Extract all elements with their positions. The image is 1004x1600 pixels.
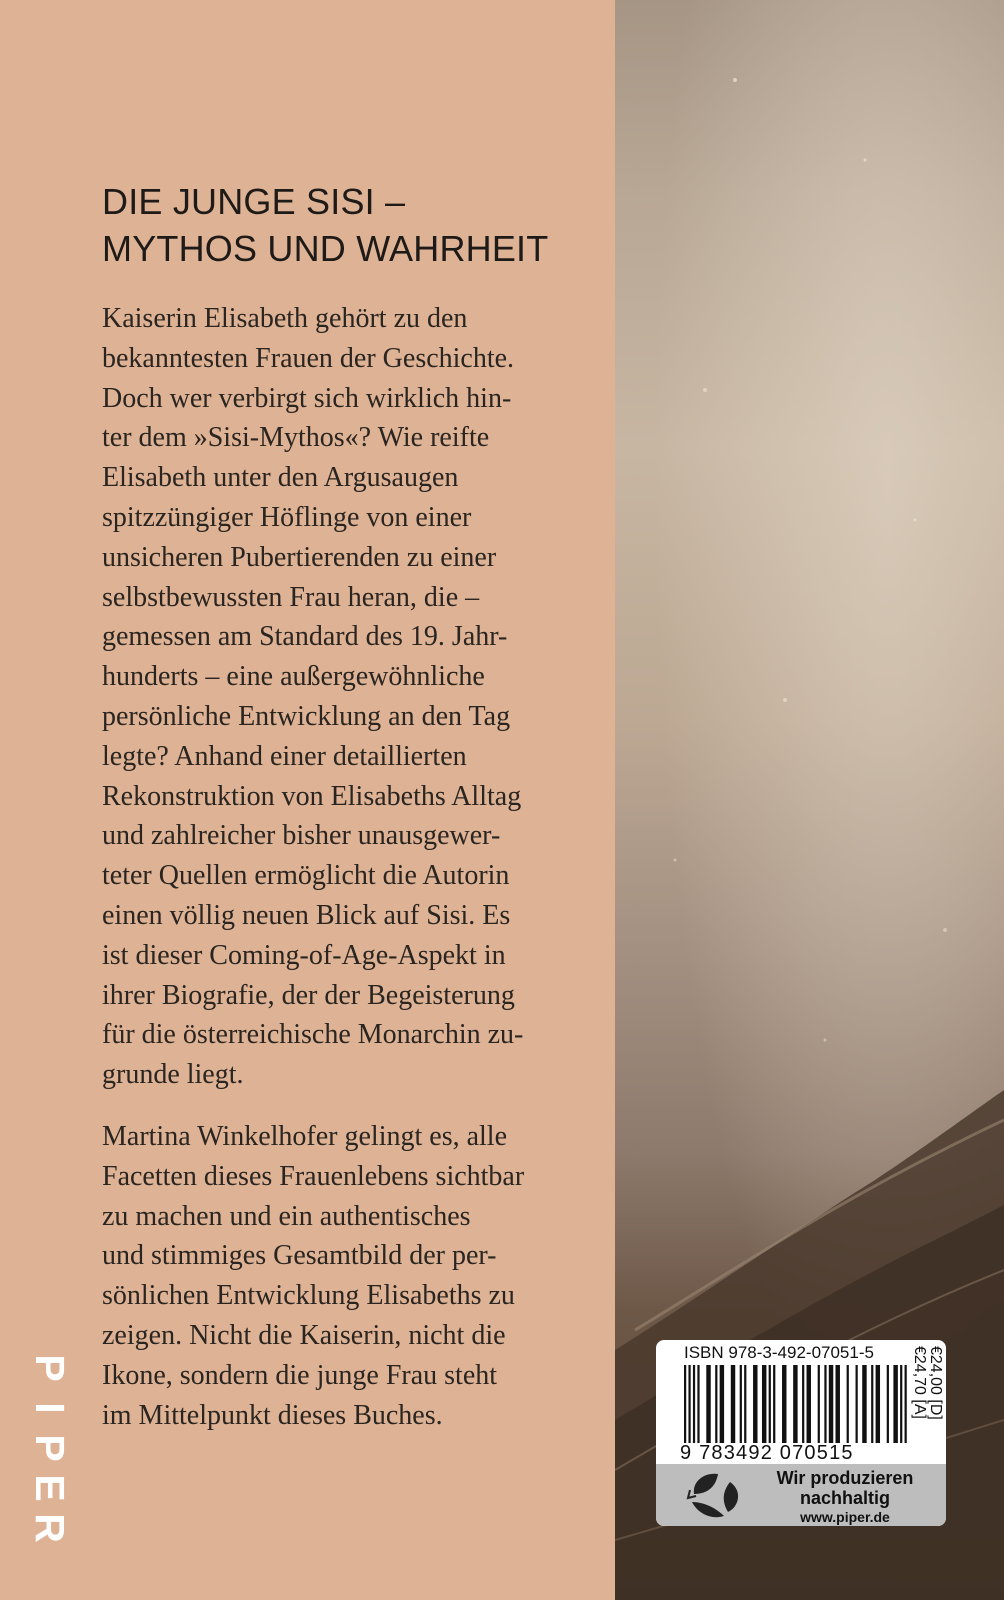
barcode-bar [824, 1365, 826, 1443]
blurb-paragraph-2 [102, 1117, 602, 1435]
blurb-line: für die österreichische Monarchin zu- [102, 1019, 524, 1051]
barcode-bar [762, 1365, 766, 1443]
publisher-letter: P [27, 1354, 73, 1382]
barcode-bar [893, 1365, 897, 1443]
blurb-line: grunde liegt. [102, 1059, 244, 1091]
barcode-bar [769, 1365, 771, 1443]
barcode-bar [720, 1365, 724, 1443]
barcode-bar [905, 1365, 907, 1443]
barcode-bars [684, 1365, 909, 1443]
isbn-number: ISBN 978-3-492-07051-5 [684, 1343, 874, 1362]
barcode-bar [862, 1365, 866, 1443]
publisher-letter: P [27, 1434, 73, 1462]
publisher-url: www.piper.de [800, 1509, 890, 1525]
eco-line-2: nachhaltig [799, 1488, 890, 1508]
blurb-line: gemessen am Standard des 19. Jahr- [102, 621, 508, 653]
blurb-line: Martina Winkelhofer gelingt es, alle [102, 1121, 508, 1152]
barcode-bar [847, 1365, 849, 1443]
barcode-bar [829, 1365, 833, 1443]
barcode-bar [818, 1365, 820, 1443]
blurb-line: im Mittelpunkt dieses Buches. [102, 1399, 443, 1431]
barcode-bar [706, 1365, 710, 1443]
barcode-bar [887, 1365, 889, 1443]
eco-line-1: Wir produzieren [776, 1468, 914, 1488]
publisher-logo [20, 1348, 80, 1548]
price-austria: €24,70 [A] [911, 1346, 928, 1419]
barcode-bar [782, 1365, 786, 1443]
sustainability-strip [656, 1464, 946, 1526]
barcode-bar [744, 1365, 746, 1443]
barcode-bar [697, 1365, 699, 1443]
leaf-recycle-icon [680, 1468, 744, 1522]
barcode-bar [793, 1365, 797, 1443]
blurb-line: Facetten dieses Frauenlebens sichtbar [102, 1160, 525, 1192]
blurb-line: ihrer Biografie, der der Begeisterung [102, 979, 515, 1011]
blurb-line: zeigen. Nicht die Kaiserin, nicht die [102, 1319, 506, 1351]
blurb-line: ist dieser Coming-of-Age-Aspekt in [102, 939, 506, 971]
blurb-line: ter dem »Sisi-Mythos«? Wie reifte [102, 422, 490, 454]
publisher-letter: R [27, 1513, 73, 1543]
barcode-label [656, 1340, 946, 1526]
blurb-line: und zahlreicher bisher unausgewer- [102, 820, 501, 852]
blurb-line: bekanntesten Frauen der Geschichte. [102, 342, 515, 374]
headline-line: DIE JUNGE SISI – [102, 181, 406, 222]
barcode-digits: 9 783492 070515 [680, 1442, 854, 1464]
back-cover-headline [102, 178, 602, 272]
publisher-letter: E [27, 1474, 73, 1502]
barcode-bar [876, 1365, 880, 1443]
barcode-bar [835, 1365, 839, 1443]
blurb-line: zu machen und ein authentisches [102, 1200, 471, 1232]
barcode-bar [731, 1365, 735, 1443]
barcode-bar [773, 1365, 775, 1443]
price-germany: €24,00 [D] [927, 1346, 944, 1420]
headline-line: MYTHOS UND WAHRHEIT [102, 228, 549, 269]
blurb-line: und stimmiges Gesamtbild der per- [102, 1240, 497, 1272]
barcode-bar [684, 1365, 686, 1443]
barcode-bar [871, 1365, 873, 1443]
blurb-line: Rekonstruktion von Elisabeths Alltag [102, 780, 522, 812]
blurb-line: selbstbewussten Frau heran, die – [102, 581, 480, 613]
barcode-bar [900, 1365, 902, 1443]
blurb-line: einen völlig neuen Blick auf Sisi. Es [102, 899, 511, 931]
blurb-line: Doch wer verbirgt sich wirklich hin- [102, 382, 512, 414]
blurb-line: Ikone, sondern die junge Frau steht [102, 1359, 498, 1391]
blurb-line: hunderts – eine außergewöhnliche [102, 661, 485, 693]
barcode-bar [807, 1365, 811, 1443]
blurb-line: legte? Anhand einer detaillierten [102, 740, 467, 772]
blurb-line: teter Quellen ermöglicht die Autorin [102, 860, 510, 892]
blurb-line: unsicheren Pubertierenden zu einer [102, 541, 497, 573]
barcode-bar [753, 1365, 757, 1443]
price-block [911, 1346, 944, 1464]
sustainability-text [748, 1468, 942, 1526]
barcode-bar [802, 1365, 804, 1443]
blurb-line: Kaiserin Elisabeth gehört zu den [102, 303, 468, 334]
barcode-bar [688, 1365, 690, 1443]
blurb-line: sönlichen Entwicklung Elisabeths zu [102, 1280, 515, 1312]
blurb-paragraph-1 [102, 299, 602, 1095]
blurb-line: persönliche Entwicklung an den Tag [102, 700, 511, 732]
barcode-bar [693, 1365, 695, 1443]
blurb-line: Elisabeth unter den Argusaugen [102, 462, 459, 494]
barcode-bar [740, 1365, 742, 1443]
blurb-line: spitzzüngiger Höflinge von einer [102, 501, 472, 533]
publisher-letter: I [27, 1402, 73, 1414]
barcode-bar [856, 1365, 858, 1443]
barcode-bar [715, 1365, 717, 1443]
